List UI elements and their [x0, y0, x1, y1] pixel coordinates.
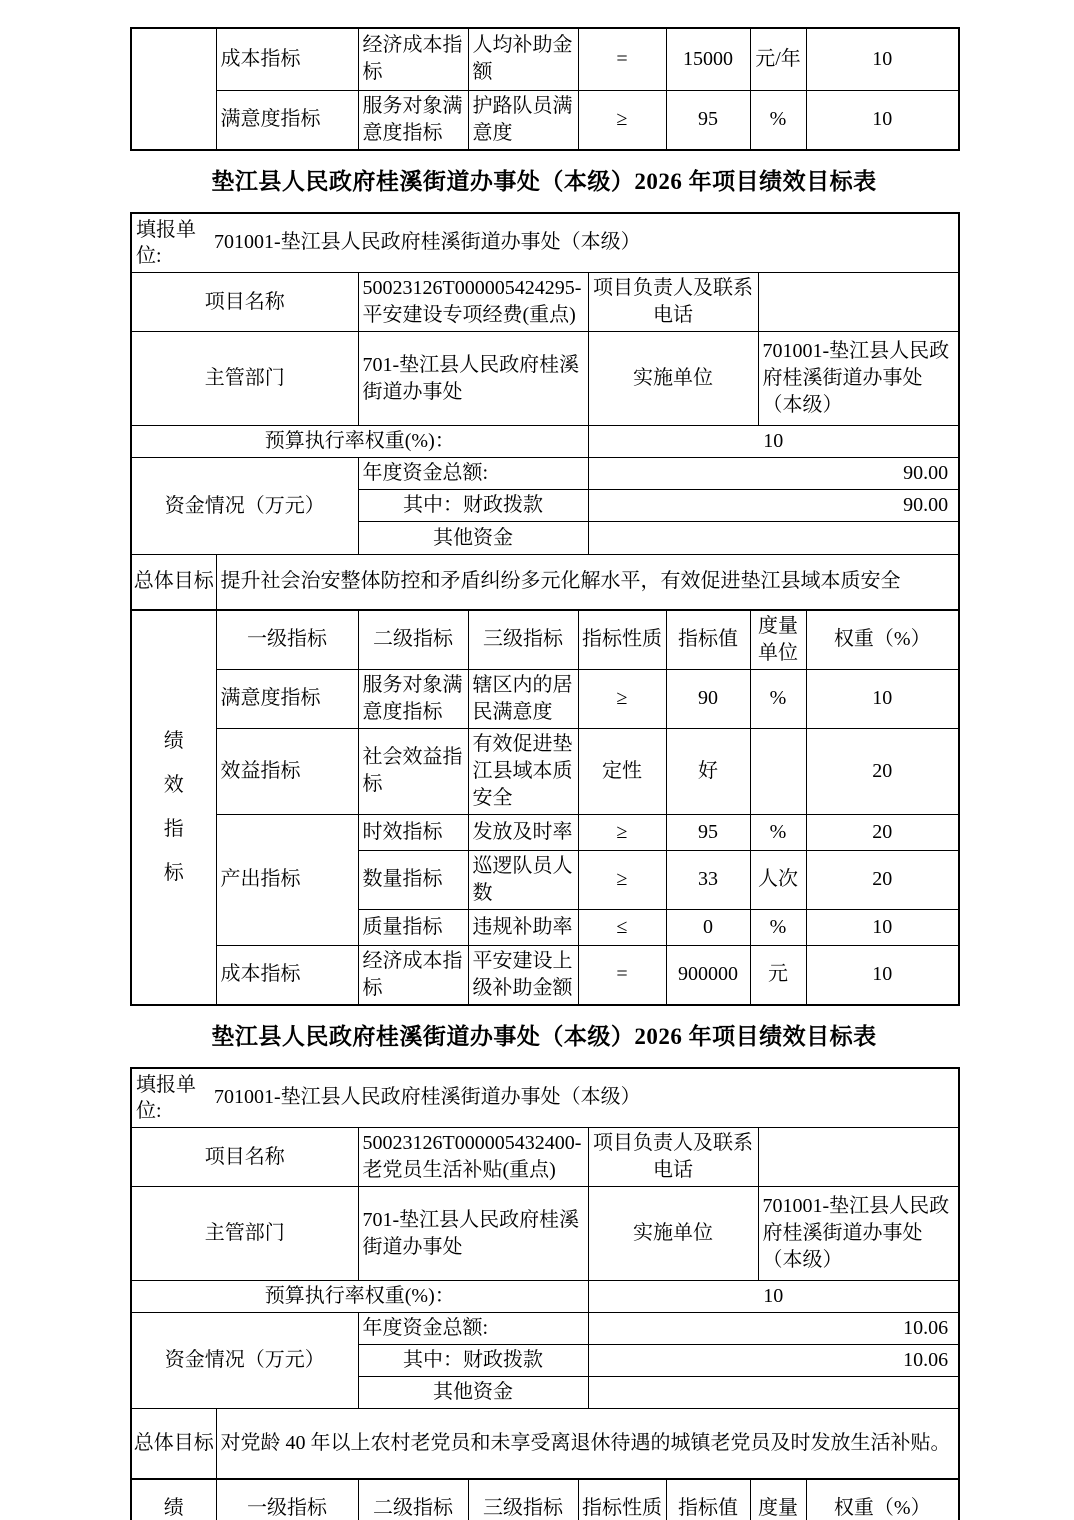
header-unit: 度量单位 — [750, 610, 806, 670]
level2-indicator-cell: 时效指标 — [358, 814, 468, 850]
overall-goal-label: 总体目标 — [131, 1409, 216, 1479]
indicator-nature-cell: 定性 — [578, 728, 666, 814]
indicator-nature-cell: ≥ — [578, 814, 666, 850]
indicator-value-cell: 90 — [666, 669, 750, 728]
dept-value: 701-垫江县人民政府桂溪街道办事处 — [358, 332, 588, 426]
header-nature: 指标性质 — [578, 1479, 666, 1520]
carryover-indicator-table — [130, 27, 960, 151]
funds-fiscal-label: 其中：财政拨款 — [358, 490, 588, 522]
funds-fiscal-value: 10.06 — [588, 1345, 959, 1377]
level2-indicator-cell: 经济成本指标 — [358, 945, 468, 1005]
header-level3: 三级指标 — [468, 610, 578, 670]
funds-total-value: 10.06 — [588, 1313, 959, 1345]
measure-unit-cell: 元/年 — [750, 28, 806, 90]
budget-weight-label: 预算执行率权重(%)： — [131, 426, 588, 458]
report-unit-row-cell — [131, 1068, 959, 1128]
level2-indicator-cell: 经济成本指标 — [358, 28, 468, 90]
leader-value-empty — [758, 1128, 959, 1187]
measure-unit-cell: % — [750, 669, 806, 728]
weight-cell: 10 — [806, 909, 959, 945]
document-title: 垫江县人民政府桂溪街道办事处（本级）2026 年项目绩效目标表 — [211, 168, 877, 194]
measure-unit-cell: % — [750, 909, 806, 945]
indicator-nature-cell: ≥ — [578, 850, 666, 909]
weight-cell: 10 — [806, 90, 959, 150]
funds-other-value-empty — [588, 1377, 959, 1409]
indicator-value-cell: 900000 — [666, 945, 750, 1005]
level3-indicator-cell: 巡逻队员人数 — [468, 850, 578, 909]
level2-indicator-cell: 服务对象满意度指标 — [358, 669, 468, 728]
level1-indicator-cell: 产出指标 — [216, 814, 358, 945]
header-weight: 权重（%） — [806, 610, 959, 670]
indicator-value-cell: 33 — [666, 850, 750, 909]
measure-unit-cell: % — [750, 90, 806, 150]
overall-goal-text: 对党龄 40 年以上农村老党员和未享受离退休待遇的城镇老党员及时发放生活补贴。 — [216, 1409, 959, 1479]
report-unit-row-cell — [131, 213, 959, 273]
indicator-nature-cell: = — [578, 945, 666, 1005]
leader-value-empty — [758, 273, 959, 332]
level1-indicator-cell: 成本指标 — [216, 945, 358, 1005]
funds-total-value: 90.00 — [588, 458, 959, 490]
level2-indicator-cell: 数量指标 — [358, 850, 468, 909]
indicator-value-cell: 15000 — [666, 28, 750, 90]
impl-unit-label: 实施单位 — [588, 1187, 758, 1281]
measure-unit-cell: % — [750, 814, 806, 850]
level2-indicator-cell: 服务对象满意度指标 — [358, 90, 468, 150]
funds-other-value-empty — [588, 522, 959, 555]
project-name-value: 50023126T000005424295-平安建设专项经费(重点) — [358, 273, 588, 332]
header-unit: 度量 — [750, 1479, 806, 1520]
perf-group-label-partial: 绩 — [131, 1479, 216, 1520]
level2-indicator-cell: 质量指标 — [358, 909, 468, 945]
dept-label: 主管部门 — [131, 1187, 358, 1281]
indicator-value-cell: 好 — [666, 728, 750, 814]
budget-weight-value: 10 — [588, 1281, 959, 1313]
project-name-label: 项目名称 — [131, 273, 358, 332]
header-level1: 一级指标 — [216, 1479, 358, 1520]
project1-indicator-table — [130, 609, 960, 1006]
level1-indicator-cell: 满意度指标 — [216, 669, 358, 728]
level3-indicator-cell: 违规补助率 — [468, 909, 578, 945]
project1-info-table — [130, 212, 960, 611]
weight-cell: 10 — [806, 669, 959, 728]
header-value: 指标值 — [666, 610, 750, 670]
project-name-label: 项目名称 — [131, 1128, 358, 1187]
header-level2: 二级指标 — [358, 610, 468, 670]
header-value: 指标值 — [666, 1479, 750, 1520]
level1-indicator-cell: 效益指标 — [216, 728, 358, 814]
funds-total-label: 年度资金总额: — [358, 1313, 588, 1345]
budget-weight-label: 预算执行率权重(%)： — [131, 1281, 588, 1313]
level3-indicator-cell: 平安建设上级补助金额 — [468, 945, 578, 1005]
header-nature: 指标性质 — [578, 610, 666, 670]
header-level2: 二级指标 — [358, 1479, 468, 1520]
funds-label: 资金情况（万元） — [131, 1313, 358, 1409]
measure-unit-cell-empty — [750, 728, 806, 814]
overall-goal-text: 提升社会治安整体防控和矛盾纠纷多元化解水平，有效促进垫江县域本质安全 — [216, 555, 959, 610]
perf-group-empty-cell — [131, 28, 216, 150]
weight-cell: 10 — [806, 28, 959, 90]
dept-value: 701-垫江县人民政府桂溪街道办事处 — [358, 1187, 588, 1281]
impl-unit-label: 实施单位 — [588, 332, 758, 426]
budget-weight-value: 10 — [588, 426, 959, 458]
indicator-value-cell: 0 — [666, 909, 750, 945]
funds-other-label: 其他资金 — [358, 522, 588, 555]
report-unit-label: 填报单位: — [136, 1073, 196, 1122]
indicator-nature-cell: ≤ — [578, 909, 666, 945]
header-weight: 权重（%） — [806, 1479, 959, 1520]
overall-goal-label: 总体目标 — [131, 555, 216, 610]
indicator-value-cell: 95 — [666, 90, 750, 150]
indicator-nature-cell: ≥ — [578, 90, 666, 150]
funds-fiscal-label: 其中：财政拨款 — [358, 1345, 588, 1377]
header-level1: 一级指标 — [216, 610, 358, 670]
measure-unit-cell: 人次 — [750, 850, 806, 909]
impl-unit-value: 701001-垫江县人民政府桂溪街道办事处（本级） — [758, 332, 959, 426]
funds-label: 资金情况（万元） — [131, 458, 358, 555]
weight-cell: 20 — [806, 728, 959, 814]
project-name-value: 50023126T000005432400-老党员生活补贴(重点) — [358, 1128, 588, 1187]
project2-info-table — [130, 1067, 960, 1480]
weight-cell: 10 — [806, 945, 959, 1005]
report-unit-label: 填报单位: — [136, 218, 196, 267]
funds-fiscal-value: 90.00 — [588, 490, 959, 522]
level1-indicator-cell: 满意度指标 — [216, 90, 358, 150]
weight-cell: 20 — [806, 850, 959, 909]
perf-group-vertical-text: 绩效指标 — [163, 730, 184, 884]
dept-label: 主管部门 — [131, 332, 358, 426]
level3-indicator-cell: 人均补助金额 — [468, 28, 578, 90]
header-level3: 三级指标 — [468, 1479, 578, 1520]
leader-label: 项目负责人及联系电话 — [588, 1128, 758, 1187]
level3-indicator-cell: 发放及时率 — [468, 814, 578, 850]
document-title: 垫江县人民政府桂溪街道办事处（本级）2026 年项目绩效目标表 — [211, 1023, 877, 1049]
leader-label: 项目负责人及联系电话 — [588, 273, 758, 332]
level2-indicator-cell: 社会效益指标 — [358, 728, 468, 814]
funds-other-label: 其他资金 — [358, 1377, 588, 1409]
perf-group-label — [131, 610, 216, 1005]
report-unit-value: 701001-垫江县人民政府桂溪街道办事处（本级） — [214, 231, 641, 254]
indicator-nature-cell: ≥ — [578, 669, 666, 728]
indicator-nature-cell: = — [578, 28, 666, 90]
level3-indicator-cell: 有效促进垫江县域本质安全 — [468, 728, 578, 814]
level3-indicator-cell: 辖区内的居民满意度 — [468, 669, 578, 728]
report-unit-value: 701001-垫江县人民政府桂溪街道办事处（本级） — [214, 1086, 641, 1109]
level3-indicator-cell: 护路队员满意度 — [468, 90, 578, 150]
impl-unit-value: 701001-垫江县人民政府桂溪街道办事处（本级） — [758, 1187, 959, 1281]
indicator-value-cell: 95 — [666, 814, 750, 850]
measure-unit-cell: 元 — [750, 945, 806, 1005]
funds-total-label: 年度资金总额: — [358, 458, 588, 490]
level1-indicator-cell: 成本指标 — [216, 28, 358, 90]
weight-cell: 20 — [806, 814, 959, 850]
project2-indicator-table — [130, 1478, 960, 1520]
document-page — [130, 27, 958, 1520]
